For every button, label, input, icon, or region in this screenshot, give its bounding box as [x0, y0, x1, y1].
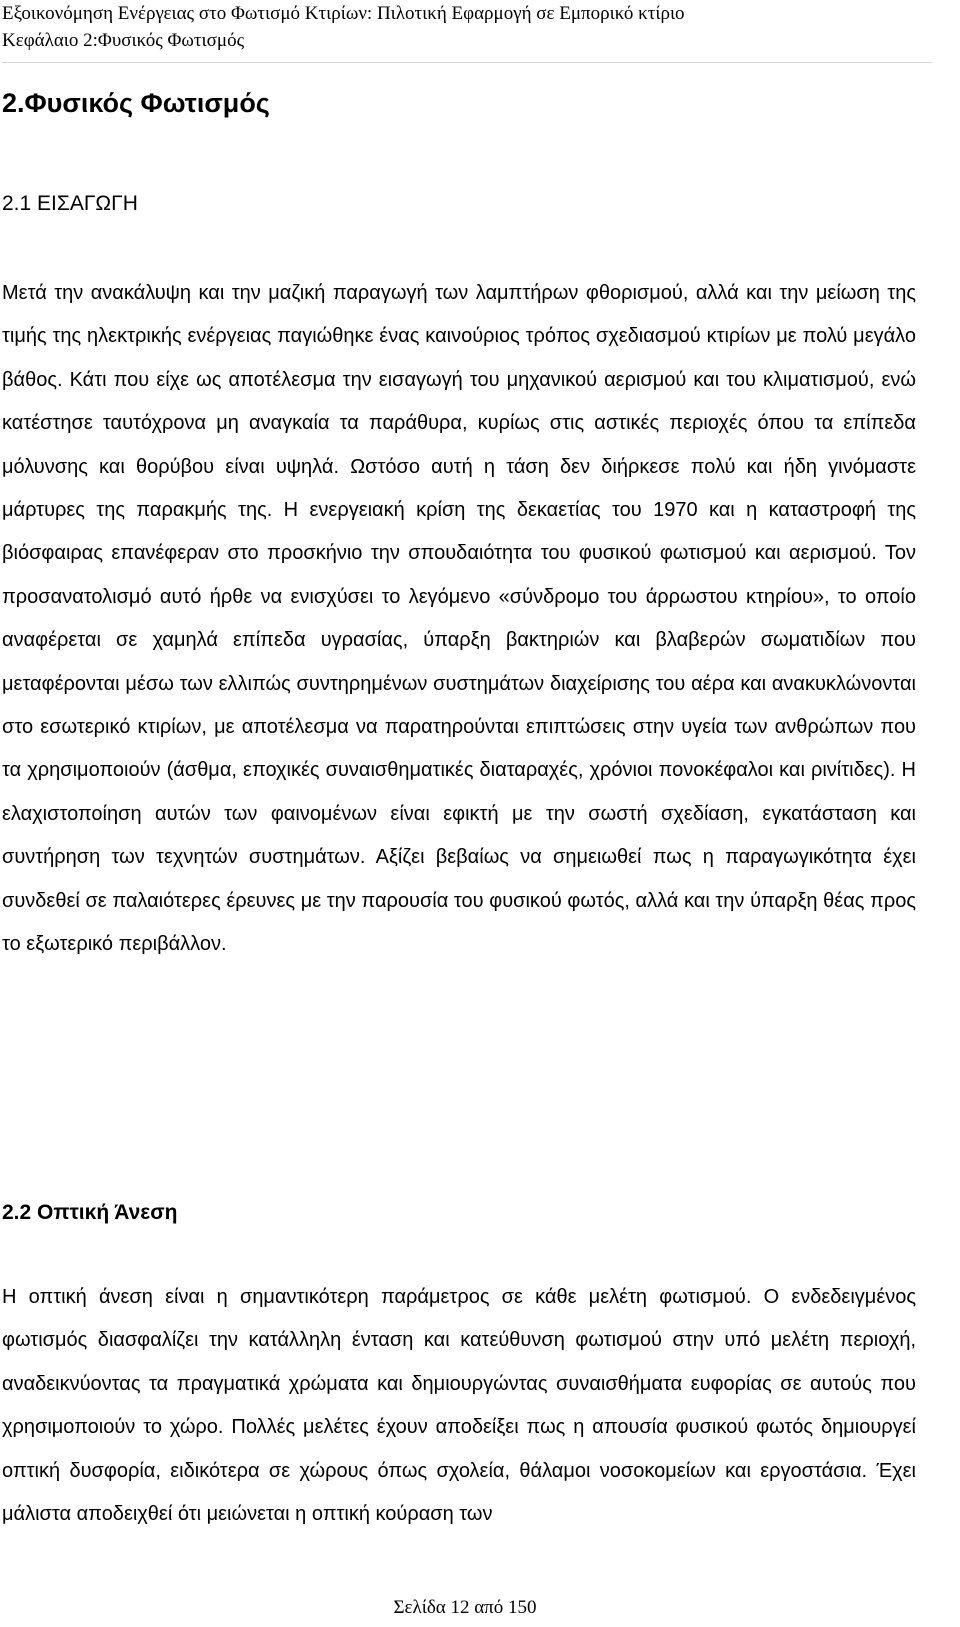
section-title-introduction: 2.1 ΕΙΣΑΓΩΓΗ — [2, 192, 138, 215]
header-chapter: Κεφάλαιο 2:Φυσικός Φωτισμός — [2, 30, 245, 51]
chapter-title: 2.Φυσικός Φωτισμός — [2, 88, 270, 118]
page-number-footer: Σελίδα 12 από 150 — [393, 1597, 537, 1618]
header-document-title: Εξοικονόμηση Ενέργειας στο Φωτισμό Κτιρίων: Πιλοτική Εφαρμογή σε Εμπορικό κτίριο — [2, 3, 685, 24]
page-header — [2, 0, 932, 63]
paragraph-visual-comfort: Η οπτική άνεση είναι η σημαντικότερη παράμετρος σε κάθε μελέτη φωτισμού. Ο ενδεδειγμένος φωτισμός διασφαλίζει την κατάλληλη ένταση και κατεύθυνση φωτισμού στην υπό μελέτη περιοχή, αναδεικνύοντας τα πραγματικά χρώματα και δημιουργώντας συναισθήματα ευφορίας σε αυτούς που χρησιμοποιούν το χώρο. Πολλές μελέτες έχουν αποδείξει πως η απουσία φυσικού φωτός δημιουργεί οπτική δυσφορία, ειδικότερα σε χώρους όπως σχολεία, θάλαμοι νοσοκομείων και εργοστάσια. Έχει μάλιστα αποδειχθεί ότι μειώνεται η οπτική κούραση των — [2, 1286, 916, 1526]
section-title-visual-comfort: 2.2 Οπτική Άνεση — [2, 1201, 178, 1224]
paragraph-introduction: Μετά την ανακάλυψη και την μαζική παραγωγή των λαμπτήρων φθορισμού, αλλά και την μείωση της τιμής της ηλεκτρικής ενέργειας παγιώθηκε ένας καινούριος τρόπος σχεδιασμού κτιρίων με πολύ μεγάλο βάθος. Κάτι που είχε ως αποτέλεσμα την εισαγωγή του μηχανικού αερισμού και του κλιματισμού, ενώ κατέστησε ταυτόχρονα μη αναγκαία τα παράθυρα, κυρίως στις αστικές περιοχές όπου τα επίπεδα μόλυνσης και θορύβου είναι υψηλά. Ωστόσο αυτή η τάση δεν διήρκεσε πολύ και ήδη γινόμαστε μάρτυρες της παρακμής της. Η ενεργειακή κρίση της δεκαετίας του 1970 και η καταστροφή της βιόσφαιρας επανέφεραν στο προσκήνιο την σπουδαιότητα του φυσικού φωτισμού και αερισμού. Τον προσανατολισμό αυτό ήρθε να ενισχύσει το λεγόμενο «σύνδρομο του άρρωστου κτηρίου», το οποίο αναφέρεται σε χαμηλά επίπεδα υγρασίας, ύπαρξη βακτηριών και βλαβερών σωματιδίων που μεταφέρονται μέσω των ελλιπώς συντηρημένων συστημάτων διαχείρισης του αέρα και ανακυκλώνονται στο εσωτερικό κτιρίων, με αποτέλεσμα να παρατηρούνται επιπτώσεις στην υγεία των ανθρώπων που τα χρησιμοποιούν (άσθμα, εποχικές συναισθηματικές διαταραχές, χρόνιοι πονοκέφαλοι και ρινίτιδες). Η ελαχιστοποίηση αυτών των φαινομένων είναι εφικτή με την σωστή σχεδίαση, εγκατάσταση και συντήρηση των τεχνητών συστημάτων. Αξίζει βεβαίως να σημειωθεί πως η παραγωγικότητα έχει συνδεθεί σε παλαιότερες έρευνες με την παρουσία του φυσικού φωτός, αλλά και την ύπαρξη θέας προς το εξωτερικό περιβάλλον. — [2, 282, 916, 956]
